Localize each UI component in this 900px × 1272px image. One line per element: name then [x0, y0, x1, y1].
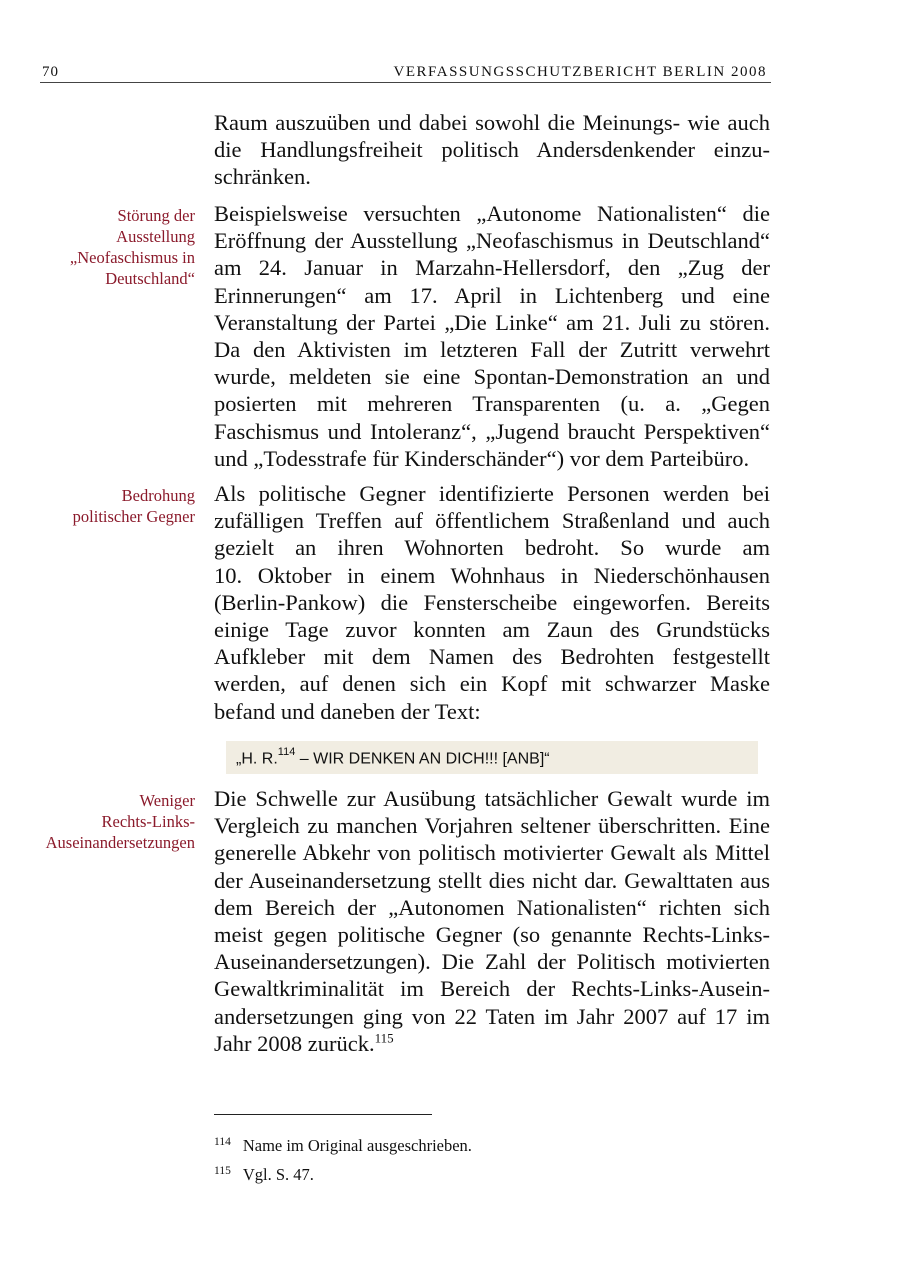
paragraph-intro: [214, 109, 770, 191]
text-line: Als politische Gegner identifizierte Personen werden bei: [214, 481, 770, 506]
text-line: die Handlungsfreiheit politisch Andersdenkender einzu-: [214, 137, 770, 163]
margin-note-line: Ausstellung: [116, 227, 195, 246]
text-line: zufälligen Treffen auf öffentlichem Straßenland und auch: [214, 508, 770, 534]
running-title: VERFASSUNGSSCHUTZBERICHT BERLIN 2008: [393, 64, 767, 80]
text-line: Vergleich zu manchen Vorjahren seltener überschritten. Eine: [214, 813, 770, 839]
margin-note-line: „Neofaschismus in: [69, 248, 195, 267]
text-line: [214, 1030, 770, 1057]
text-line: Aufkleber mit dem Namen des Bedrohten festgestellt: [214, 644, 770, 670]
quote-suffix: – WIR DENKEN AN DICH!!! [ANB]“: [295, 750, 550, 768]
footnote-ref-114[interactable]: 114: [277, 746, 296, 758]
paragraph-stoerung: [214, 200, 770, 472]
footnote-separator: [214, 1114, 432, 1115]
running-header: [40, 60, 771, 83]
text-line: Eröffnung der Ausstellung „Neofaschismus in Deutschland“: [214, 228, 770, 254]
text-line: befand und daneben der Text:: [214, 698, 481, 724]
text-line: werden, auf denen sich ein Kopf mit schwarzer Maske: [214, 671, 770, 697]
last-line-text: Jahr 2008 zurück.: [214, 1030, 375, 1056]
text-line: posierten mit mehreren Transparenten (u. a. „Gegen: [214, 391, 770, 417]
text-line: am 24. Januar in Marzahn-Hellersdorf, den „Zug der: [214, 255, 770, 281]
text-line: meist gegen politische Gegner (so genannte Rechts-Links-: [214, 922, 770, 948]
text-line: Auseinandersetzungen). Die Zahl der Politisch motivierten: [214, 949, 770, 975]
margin-note-line: Deutschland“: [105, 269, 195, 288]
text-line: andersetzungen ging von 22 Taten im Jahr 2007 auf 17 im: [214, 1003, 770, 1029]
text-line: Erinnerungen“ am 17. April in Lichtenberg und eine: [214, 282, 770, 308]
text-line: gezielt an ihren Wohnorten bedroht. So wurde am: [214, 535, 770, 561]
text-line: Raum auszuüben und dabei sowohl die Meinungs- wie auch: [214, 110, 770, 135]
text-line: und „Todesstrafe für Kinderschänder“) vor dem Parteibüro.: [214, 445, 750, 471]
quote-prefix: „H. R.: [236, 750, 278, 768]
text-line: Beispielsweise versuchten „Autonome Nationalisten“ die: [214, 201, 770, 226]
text-line: Gewaltkriminalität im Bereich der Rechts-Links-Ausein-: [214, 976, 770, 1002]
footnote-number: 114: [214, 1136, 231, 1148]
quote-text: [236, 748, 550, 768]
footnote-115: [214, 1165, 314, 1185]
page-number: 70: [42, 64, 59, 80]
text-line: 10. Oktober in einem Wohnhaus in Niederschönhausen: [214, 562, 770, 588]
margin-note-line: Weniger: [139, 791, 195, 810]
text-line: generelle Abkehr von politisch motivierter Gewalt als Mittel: [214, 840, 770, 866]
text-line: wurde, meldeten sie eine Spontan-Demonstration an und: [214, 364, 770, 390]
footnote-114: [214, 1136, 472, 1156]
text-line: Da den Aktivisten im letzteren Fall der Zutritt verwehrt: [214, 337, 770, 363]
paragraph-weniger: [214, 785, 770, 1057]
footnote-ref-115[interactable]: 115: [374, 1030, 394, 1046]
margin-note-line: Auseinandersetzungen: [45, 833, 195, 852]
text-line: Faschismus und Intoleranz“, „Jugend braucht Perspektiven“: [214, 418, 770, 444]
margin-note-weniger: [0, 790, 195, 853]
margin-note-stoerung: [0, 205, 195, 289]
footnote-text: Name im Original ausgeschrieben.: [242, 1136, 472, 1155]
text-line: einige Tage zuvor konnten am Zaun des Grundstücks: [214, 617, 770, 643]
text-line: der Auseinandersetzung stellt dies nicht dar. Gewalttaten aus: [214, 867, 770, 893]
margin-note-line: politischer Gegner: [72, 507, 195, 526]
text-line: schränken.: [214, 164, 311, 190]
text-line: dem Bereich der „Autonomen Nationalisten“ richten sich: [214, 894, 770, 920]
margin-note-line: Rechts-Links-: [101, 812, 195, 831]
margin-note-line: Störung der: [117, 206, 195, 225]
margin-note-line: Bedrohung: [121, 486, 195, 505]
footnote-number: 115: [214, 1165, 231, 1177]
text-line: Die Schwelle zur Ausübung tatsächlicher Gewalt wurde im: [214, 786, 770, 811]
paragraph-bedrohung: [214, 480, 770, 725]
quote-box: [226, 741, 758, 774]
footnote-text: Vgl. S. 47.: [242, 1165, 314, 1184]
text-line: Veranstaltung der Partei „Die Linke“ am 21. Juli zu stören.: [214, 309, 770, 335]
margin-note-bedrohung: [0, 485, 195, 527]
text-line: (Berlin-Pankow) die Fensterscheibe eingeworfen. Bereits: [214, 589, 770, 615]
